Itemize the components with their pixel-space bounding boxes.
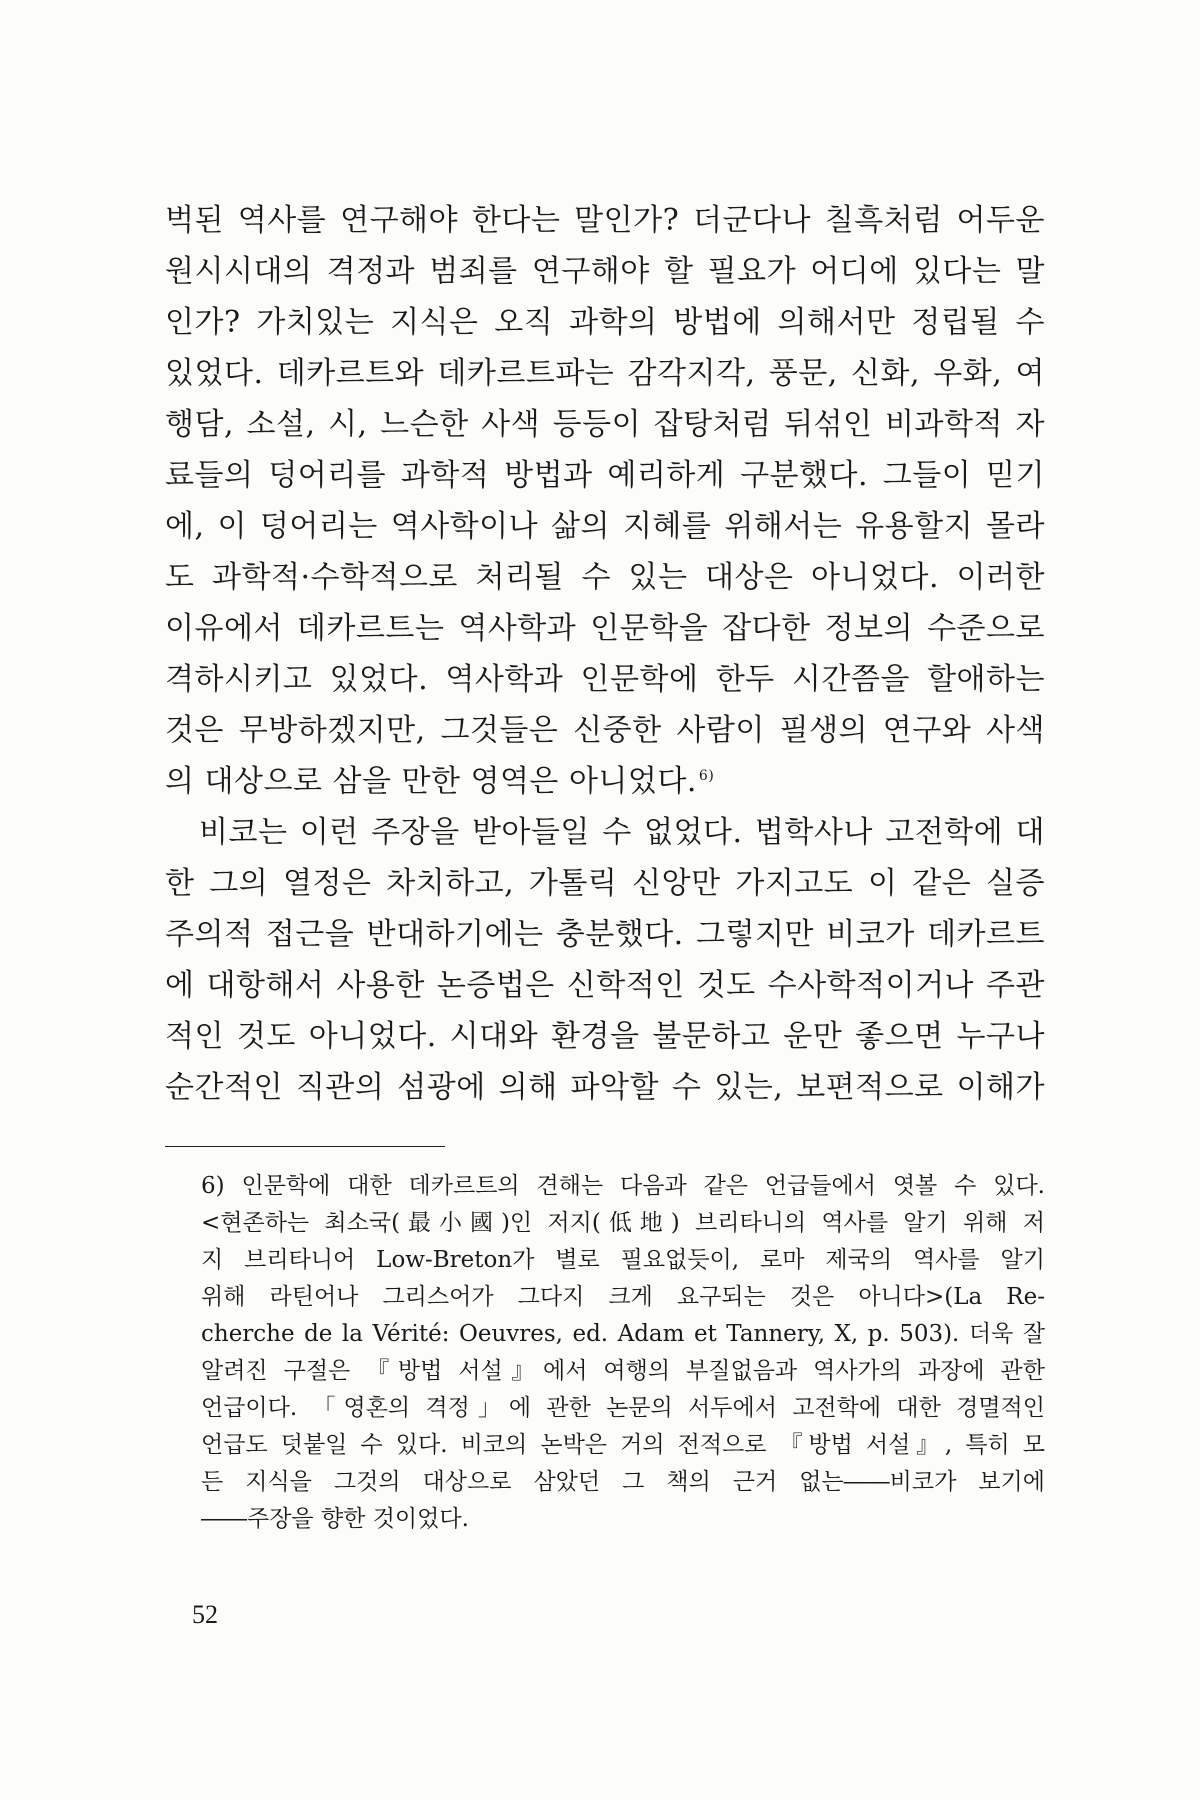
paragraph-1 bbox=[165, 195, 1045, 807]
text-line: 벅된 역사를 연구해야 한다는 말인가? 더군다나 칠흑처럼 어두운 bbox=[165, 203, 1045, 238]
text-line-with-footnote-ref bbox=[165, 756, 1045, 807]
text-line: 원시시대의 격정과 범죄를 연구해야 할 필요가 어디에 있다는 말 bbox=[165, 254, 1045, 289]
footnote-line: <현존하는 최소국(最小國)인 저지(低地) 브리타니의 역사를 알기 위해 저 bbox=[201, 1210, 1045, 1236]
text-line: 도 과학적·수학적으로 처리될 수 있는 대상은 아니었다. 이러한 bbox=[165, 560, 1045, 595]
footnote-line: 언급도 덧붙일 수 있다. 비코의 논박은 거의 전적으로 『방법 서설』, 특히 모 bbox=[201, 1432, 1045, 1458]
footnote-reference[interactable]: 6) bbox=[698, 768, 715, 784]
footnote-line: 알려진 구절은 『방법 서설』에서 여행의 부질없음과 역사가의 과장에 관한 bbox=[201, 1358, 1045, 1384]
footnote-line: 언급이다. 「영혼의 격정」에 관한 논문의 서두에서 고전학에 대한 경멸적인 bbox=[201, 1395, 1045, 1421]
paragraph-2 bbox=[165, 807, 1045, 1113]
footnote-line: cherche de la Vérité: Oeuvres, ed. Adam et Tannery, X, p. 503). 더욱 잘 bbox=[201, 1321, 1045, 1347]
text-line: 순간적인 직관의 섬광에 의해 파악할 수 있는, 보편적으로 이해가 bbox=[165, 1070, 1045, 1105]
footnote bbox=[165, 1168, 1045, 1538]
text-line: 에, 이 덩어리는 역사학이나 삶의 지혜를 위해서는 유용할지 몰라 bbox=[165, 509, 1045, 544]
main-text bbox=[165, 195, 1045, 1113]
text-line: 이유에서 데카르트는 역사학과 인문학을 잡다한 정보의 수준으로 bbox=[165, 611, 1045, 646]
text-line: 적인 것도 아니었다. 시대와 환경을 불문하고 운만 좋으면 누구나 bbox=[165, 1019, 1045, 1054]
text-line-content: 의 대상으로 삼을 만한 영역은 아니었다. bbox=[165, 764, 697, 799]
text-line: 격하시키고 있었다. 역사학과 인문학에 한두 시간쯤을 할애하는 bbox=[165, 662, 1045, 697]
text-line: 한 그의 열정은 차치하고, 가톨릭 신앙만 가지고도 이 같은 실증 bbox=[165, 866, 1045, 901]
footnote-divider bbox=[165, 1146, 445, 1147]
text-line: 있었다. 데카르트와 데카르트파는 감각지각, 풍문, 신화, 우화, 여 bbox=[165, 356, 1045, 391]
footnote-line: 지 브리타니어 Low-Breton가 별로 필요없듯이, 로마 제국의 역사를 알기 bbox=[201, 1247, 1045, 1273]
footnote-line: ――주장을 향한 것이었다. bbox=[201, 1506, 469, 1532]
page-number: 52 bbox=[192, 1600, 218, 1629]
footnote-line: 6) 인문학에 대한 데카르트의 견해는 다음과 같은 언급들에서 엿볼 수 있다. bbox=[201, 1173, 1045, 1199]
text-line: 것은 무방하겠지만, 그것들은 신중한 사람이 필생의 연구와 사색 bbox=[165, 713, 1045, 748]
text-line: 행담, 소설, 시, 느슨한 사색 등등이 잡탕처럼 뒤섞인 비과학적 자 bbox=[165, 407, 1045, 442]
text-line: 에 대항해서 사용한 논증법은 신학적인 것도 수사학적이거나 주관 bbox=[165, 968, 1045, 1003]
footnote-line: 든 지식을 그것의 대상으로 삼았던 그 책의 근거 없는――비코가 보기에 bbox=[201, 1469, 1045, 1495]
text-line: 인가? 가치있는 지식은 오직 과학의 방법에 의해서만 정립될 수 bbox=[165, 305, 1045, 340]
text-line: 비코는 이런 주장을 받아들일 수 없었다. 법학사나 고전학에 대 bbox=[199, 815, 1045, 850]
text-line: 료들의 덩어리를 과학적 방법과 예리하게 구분했다. 그들이 믿기 bbox=[165, 458, 1045, 493]
text-line: 주의적 접근을 반대하기에는 충분했다. 그렇지만 비코가 데카르트 bbox=[165, 917, 1045, 952]
footnote-line: 위해 라틴어나 그리스어가 그다지 크게 요구되는 것은 아니다>(La Re- bbox=[201, 1284, 1045, 1310]
